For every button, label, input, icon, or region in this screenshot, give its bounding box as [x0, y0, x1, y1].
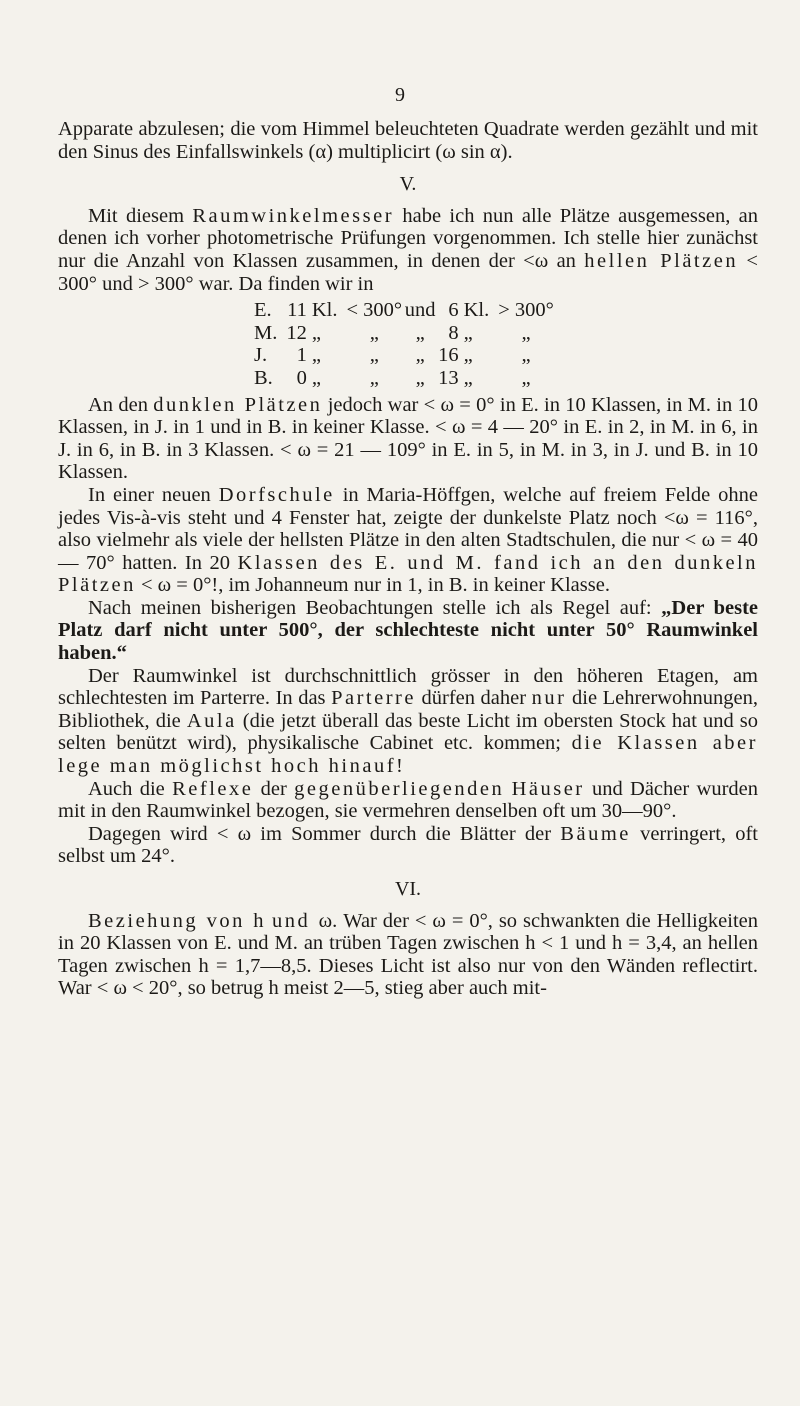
school-cell: B. [254, 366, 273, 389]
comparison-cell: „ [369, 321, 379, 344]
section-heading-v: V. [399, 173, 417, 196]
count-row [254, 322, 554, 345]
conjunction-cell: „ [415, 344, 425, 367]
class-count-table [254, 299, 554, 389]
paragraph-dunkle-plaetze: An den dunklen Plätzen jedoch war < ω = 0° in E. in 10 Klassen, in M. in 10 Klassen, in J. in 1 und in B. in keiner Klasse. < ω = 4 — 20° in E. in 2, in M. in 6, in J. in 6, in B. in 3 Klassen. < ω = 21 — 109° in E. in 5, in M. in 3, in J. und B. in 10 Klassen. [58, 393, 759, 484]
unit-cell: „ [463, 344, 473, 367]
bold-rule: „Der beste Platz darf nicht unter 500°, der schlechteste nicht unter 50° Raumwinkel haben.“ [58, 596, 759, 665]
comparison-cell: „ [521, 321, 531, 344]
count-cell: 8 [448, 321, 459, 344]
school-cell: M. [254, 321, 278, 344]
unit-cell: Kl. [463, 299, 490, 322]
comparison-cell: „ [369, 366, 379, 389]
comparison-cell: „ [369, 344, 379, 367]
page-number: 9 [395, 84, 405, 106]
intro-paragraph: Apparate abzulesen; die vom Himmel beleuchteten Quadrate werden gezählt und mit den Sinus des Einfallswinkels (α) multiplicirt (ω sin α). [58, 118, 758, 163]
count-row [254, 367, 554, 390]
conjunction-cell: „ [415, 366, 425, 389]
paragraph-raumwinkel-etagen: Der Raumwinkel ist durchschnittlich grösser in den höheren Etagen, am schlechtesten im Parterre. In das Parterre dürfen daher nur die Lehrerwohnungen, Bibliothek, die Aula (die jetzt überall das beste Licht im obersten Stock hat und so selten benützt wird), physikalische Cabinet etc. kommen; die Klassen aber lege man möglichst hoch hinauf! [58, 664, 758, 778]
comparison-cell: < 300° [346, 299, 403, 322]
unit-cell: „ [311, 366, 321, 389]
spaced-term: hellen Plätzen [584, 249, 739, 272]
paragraph-dorfschule: In einer neuen Dorfschule in Maria-Höffgen, welche auf freiem Felde ohne jedes Vis-à-vis steht und 4 Fenster hat, zeigte der dunkelste Platz noch <ω = 116°, also vielmehr als viele der hellsten Plätze in den alten Stadtschulen, die nur < ω = 40 — 70° hatten. In 20 Klassen des E. und M. fand ich an den dunkeln Plätzen < ω = 0°!, im Johanneum nur in 1, in B. in keiner Klasse. [58, 483, 758, 597]
spaced-term: Klassen des E. und M. fand ich an den dunkeln Plätzen [58, 551, 758, 597]
comparison-cell: > 300° [498, 299, 554, 322]
unit-cell: „ [311, 321, 321, 344]
school-cell: E. [254, 299, 272, 322]
count-cell: 12 [286, 321, 307, 344]
paragraph-reflexe: Auch die Reflexe der gegenüberliegenden Häuser und Dächer wurden mit in den Raumwinkel bezogen, sie vermehren denselben oft um 30—90°. [58, 777, 758, 823]
comparison-cell: „ [521, 366, 531, 389]
count-cell: 6 [448, 299, 459, 322]
spaced-term: dunklen Plätzen [153, 393, 323, 416]
count-cell: 0 [296, 366, 307, 389]
body-text [58, 118, 758, 1000]
unit-cell: „ [463, 321, 473, 344]
paragraph-beziehung: Beziehung von h und ω. War der < ω = 0°, so schwankten die Helligkeiten in 20 Klassen von E. und M. an trüben Tagen zwischen h < 1 und h = 3,4, an hellen Tagen zwischen h = 1,7—8,5. Dieses Licht ist also nur von den Wänden reflectirt. War < ω < 20°, so betrug h meist 2—5, stieg aber auch mit- [58, 909, 759, 1000]
count-row [254, 344, 554, 367]
paragraph-baeume: Dagegen wird < ω im Sommer durch die Blätter der Bäume verringert, oft selbst um 24°. [58, 822, 758, 868]
count-row [254, 299, 554, 322]
paragraph-regel: Nach meinen bisherigen Beobachtungen stelle ich als Regel auf: „Der beste Platz darf nicht unter 500°, der schlechteste nicht unter 50° Raumwinkel haben.“ [58, 596, 759, 665]
conjunction-cell: „ [415, 321, 425, 344]
count-cell: 16 [438, 344, 459, 367]
unit-cell: „ [311, 344, 321, 367]
conjunction-cell: und [404, 299, 436, 322]
count-cell: 13 [438, 366, 459, 389]
spaced-term: Dorfschule [218, 483, 335, 506]
school-cell: J. [254, 344, 268, 367]
unit-cell: „ [463, 366, 473, 389]
section-heading-vi: VI. [394, 878, 422, 900]
comparison-cell: „ [521, 344, 531, 367]
spaced-term: Raumwinkelmesser [192, 204, 395, 227]
paragraph-raumwinkelmesser: Mit diesem Raumwinkelmesser habe ich nun alle Plätze ausgemessen, an denen ich vorher photometrische Prüfungen vorgenommen. Ich stelle hier zunächst nur die Anzahl von Klassen zusammen, in denen der <ω an hellen Plätzen < 300° und > 300° war. Da finden wir in [58, 204, 758, 295]
count-cell: 11 [287, 299, 307, 322]
count-cell: 1 [296, 344, 307, 367]
unit-cell: Kl. [311, 299, 338, 322]
